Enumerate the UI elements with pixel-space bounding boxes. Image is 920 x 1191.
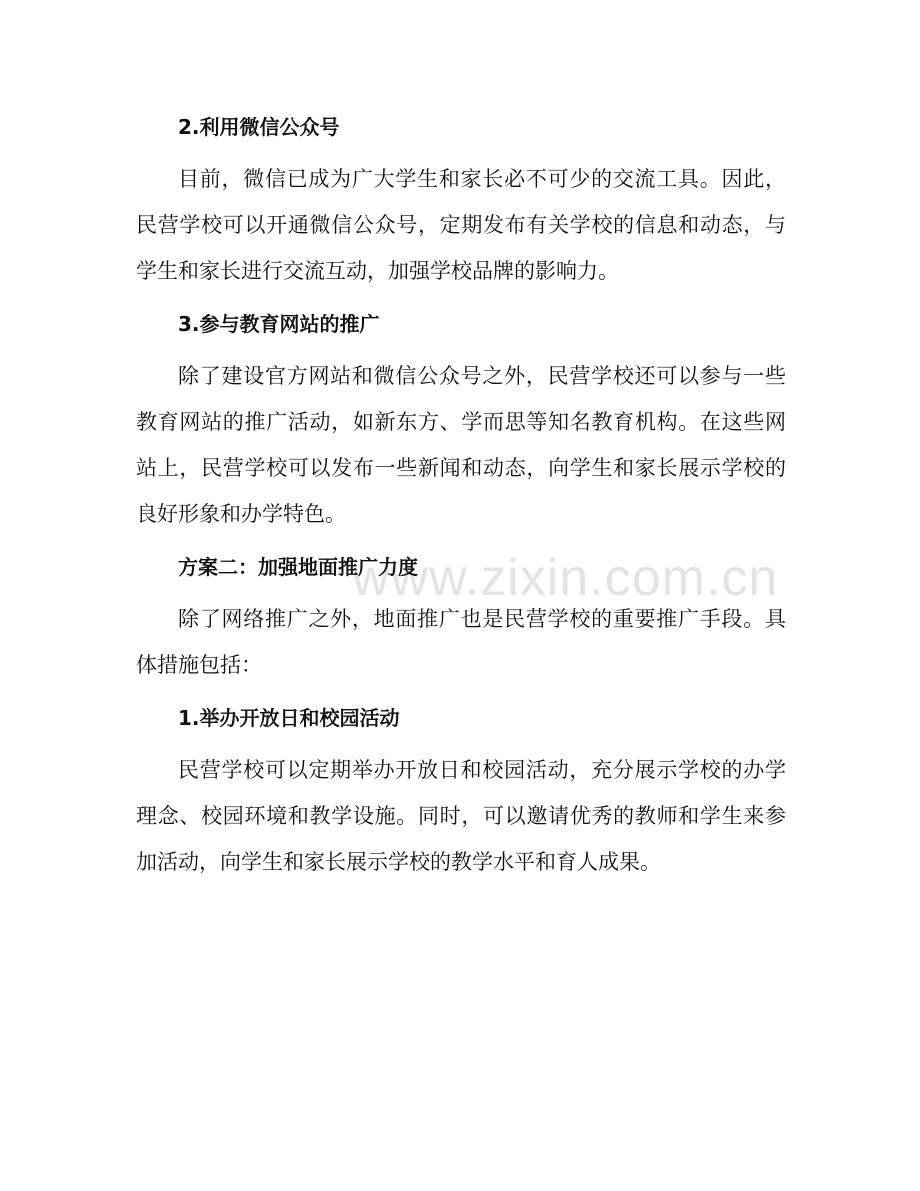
document-body bbox=[136, 104, 786, 885]
section-education-websites bbox=[136, 301, 786, 537]
section-paragraph: 民营学校可以定期举办开放日和校园活动，充分展示学校的办学理念、校园环境和教学设施。同时，可以邀请优秀的教师和学生来参加活动，向学生和家长展示学校的教学水平和育人成果。 bbox=[136, 758, 786, 874]
section-paragraph: 除了网络推广之外，地面推广也是民营学校的重要推广手段。具体措施包括： bbox=[136, 607, 786, 677]
section-ground-promotion bbox=[136, 544, 786, 688]
section-paragraph: 除了建设官方网站和微信公众号之外，民营学校还可以参与一些教育网站的推广活动，如新东方、学而思等知名教育机构。在这些网站上，民营学校可以发布一些新闻和动态，向学生和家长展示学校的良好形象和办学特色。 bbox=[136, 364, 786, 526]
section-open-day bbox=[136, 695, 786, 885]
section-heading: 2.利用微信公众号 bbox=[178, 115, 340, 139]
section-heading: 1.举办开放日和校园活动 bbox=[178, 706, 400, 730]
section-heading: 方案二：加强地面推广力度 bbox=[178, 555, 418, 579]
watermark: www.zixin.com.cn bbox=[352, 549, 779, 607]
section-paragraph: 目前，微信已成为广大学生和家长必不可少的交流工具。因此，民营学校可以开通微信公众号，定期发布有关学校的信息和动态，与学生和家长进行交流互动，加强学校品牌的影响力。 bbox=[136, 167, 786, 283]
section-heading: 3.参与教育网站的推广 bbox=[178, 312, 380, 336]
section-wechat bbox=[136, 104, 786, 294]
